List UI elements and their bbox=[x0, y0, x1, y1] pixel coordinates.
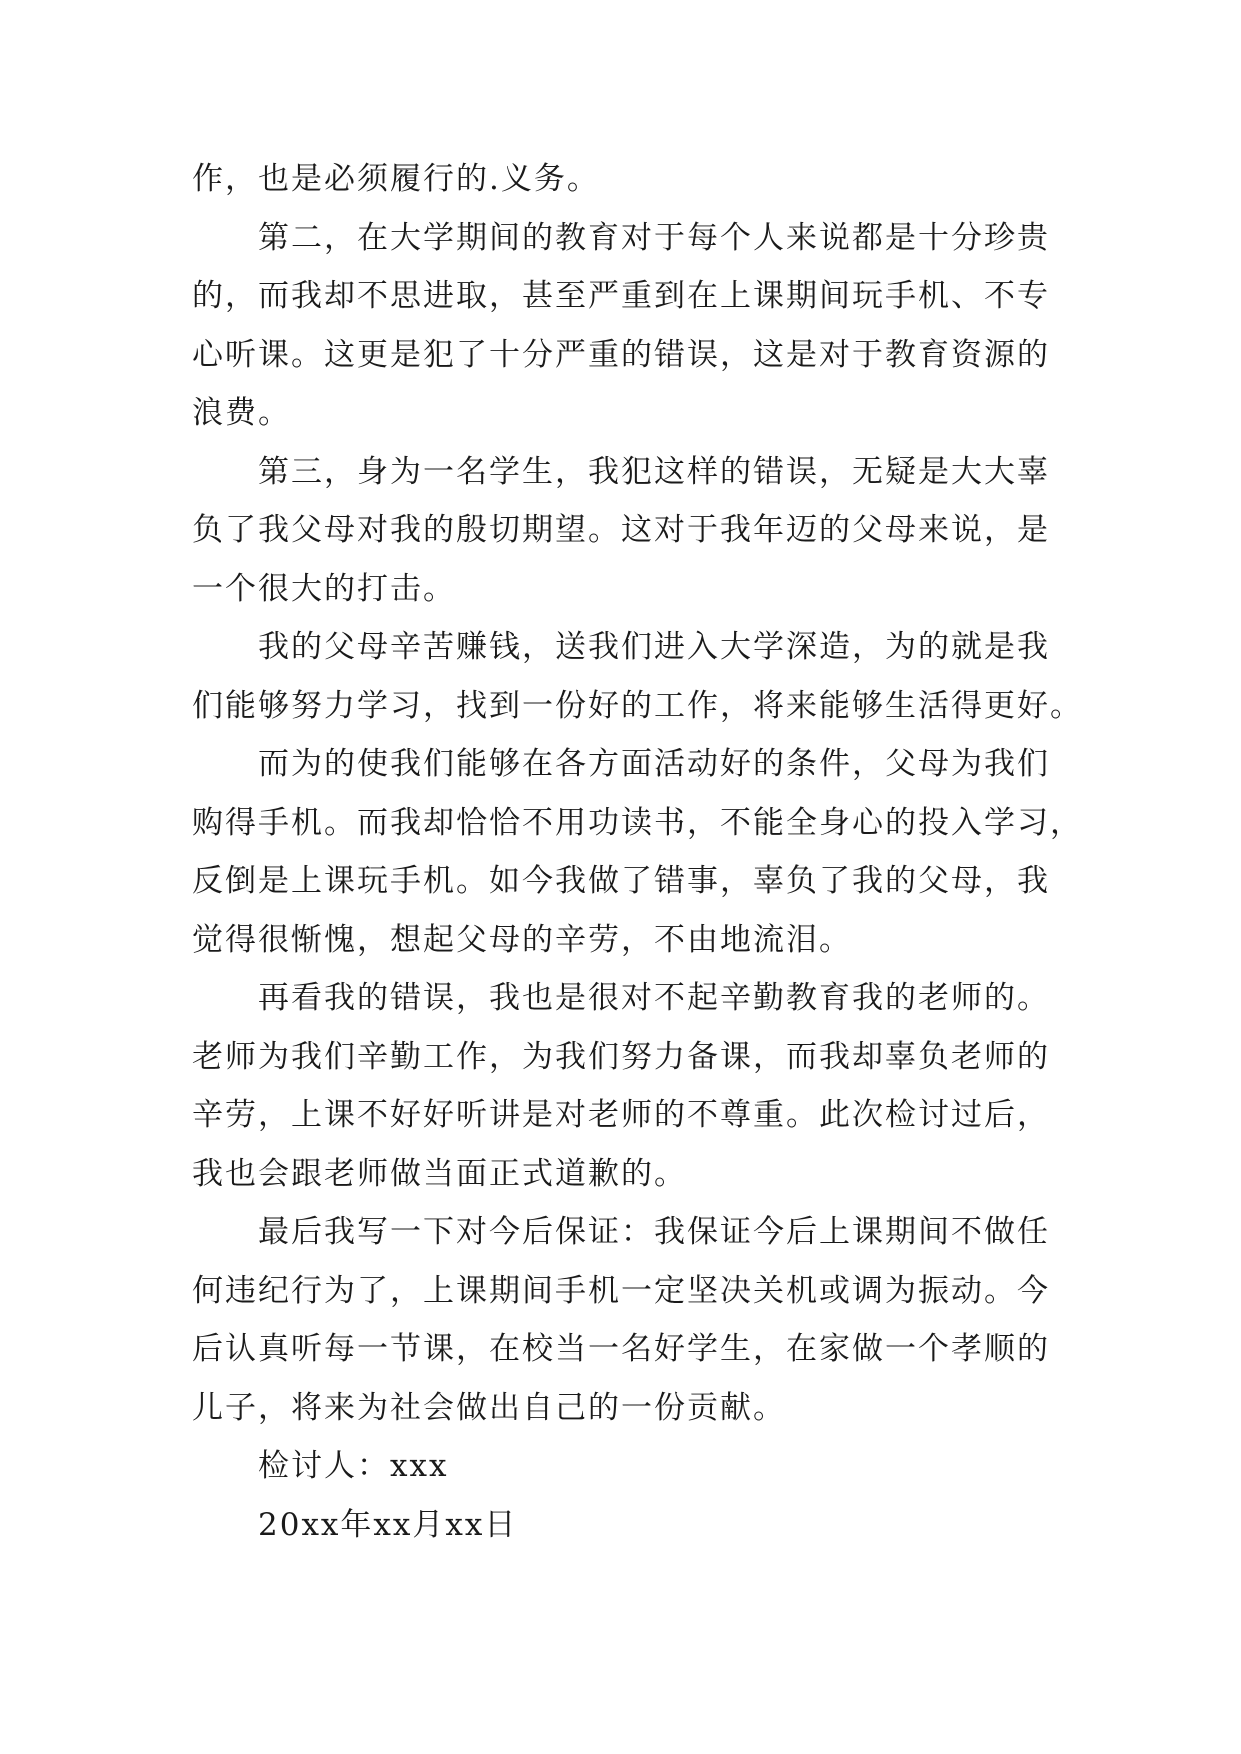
body-line: 们能够努力学习，找到一份好的工作，将来能够生活得更好。 bbox=[192, 687, 1083, 724]
body-line: 浪费。 bbox=[192, 395, 291, 431]
body-line: 购得手机。而我却恰恰不用功读书，不能全身心的投入学习， bbox=[192, 804, 1083, 841]
body-line: 老师为我们辛勤工作，为我们努力备课，而我却辜负老师的 bbox=[192, 1038, 1050, 1075]
paragraph-line-third: 第三，身为一名学生，我犯这样的错误，无疑是大大辜 bbox=[258, 453, 1050, 490]
body-line: 儿子，将来为社会做出自己的一份贡献。 bbox=[192, 1389, 786, 1426]
body-line: 何违纪行为了，上课期间手机一定坚决关机或调为振动。今 bbox=[192, 1272, 1050, 1309]
paragraph-line-guarantee: 最后我写一下对今后保证：我保证今后上课期间不做任 bbox=[258, 1214, 1050, 1250]
body-line: 一个很大的打击。 bbox=[192, 570, 456, 607]
paragraph-line-phone: 而为的使我们能够在各方面活动好的条件，父母为我们 bbox=[258, 746, 1050, 782]
signature-date: 20xx年xx月xx日 bbox=[258, 1506, 518, 1543]
body-line: 心听课。这更是犯了十分严重的错误，这是对于教育资源的 bbox=[192, 336, 1050, 373]
body-line: 的，而我却不思进取，甚至严重到在上课期间玩手机、不专 bbox=[192, 278, 1050, 314]
body-line: 辛劳，上课不好好听讲是对老师的不尊重。此次检讨过后， bbox=[192, 1097, 1050, 1133]
body-line: 后认真听每一节课，在校当一名好学生，在家做一个孝顺的 bbox=[192, 1331, 1050, 1367]
body-line: 反倒是上课玩手机。如今我做了错事，辜负了我的父母，我 bbox=[192, 863, 1050, 899]
body-line: 负了我父母对我的殷切期望。这对于我年迈的父母来说，是 bbox=[192, 512, 1050, 548]
paragraph-line-second: 第二，在大学期间的教育对于每个人来说都是十分珍贵 bbox=[258, 219, 1050, 256]
paragraph-line-parents: 我的父母辛苦赚钱，送我们进入大学深造，为的就是我 bbox=[258, 629, 1050, 665]
body-line: 觉得很惭愧，想起父母的辛劳，不由地流泪。 bbox=[192, 921, 852, 958]
signature-author: 检讨人：xxx bbox=[258, 1448, 449, 1484]
body-line: 作，也是必须履行的.义务。 bbox=[192, 161, 600, 197]
paragraph-line-teacher: 再看我的错误，我也是很对不起辛勤教育我的老师的。 bbox=[258, 980, 1050, 1016]
body-line: 我也会跟老师做当面正式道歉的。 bbox=[192, 1155, 687, 1192]
document-body bbox=[192, 150, 1083, 1554]
